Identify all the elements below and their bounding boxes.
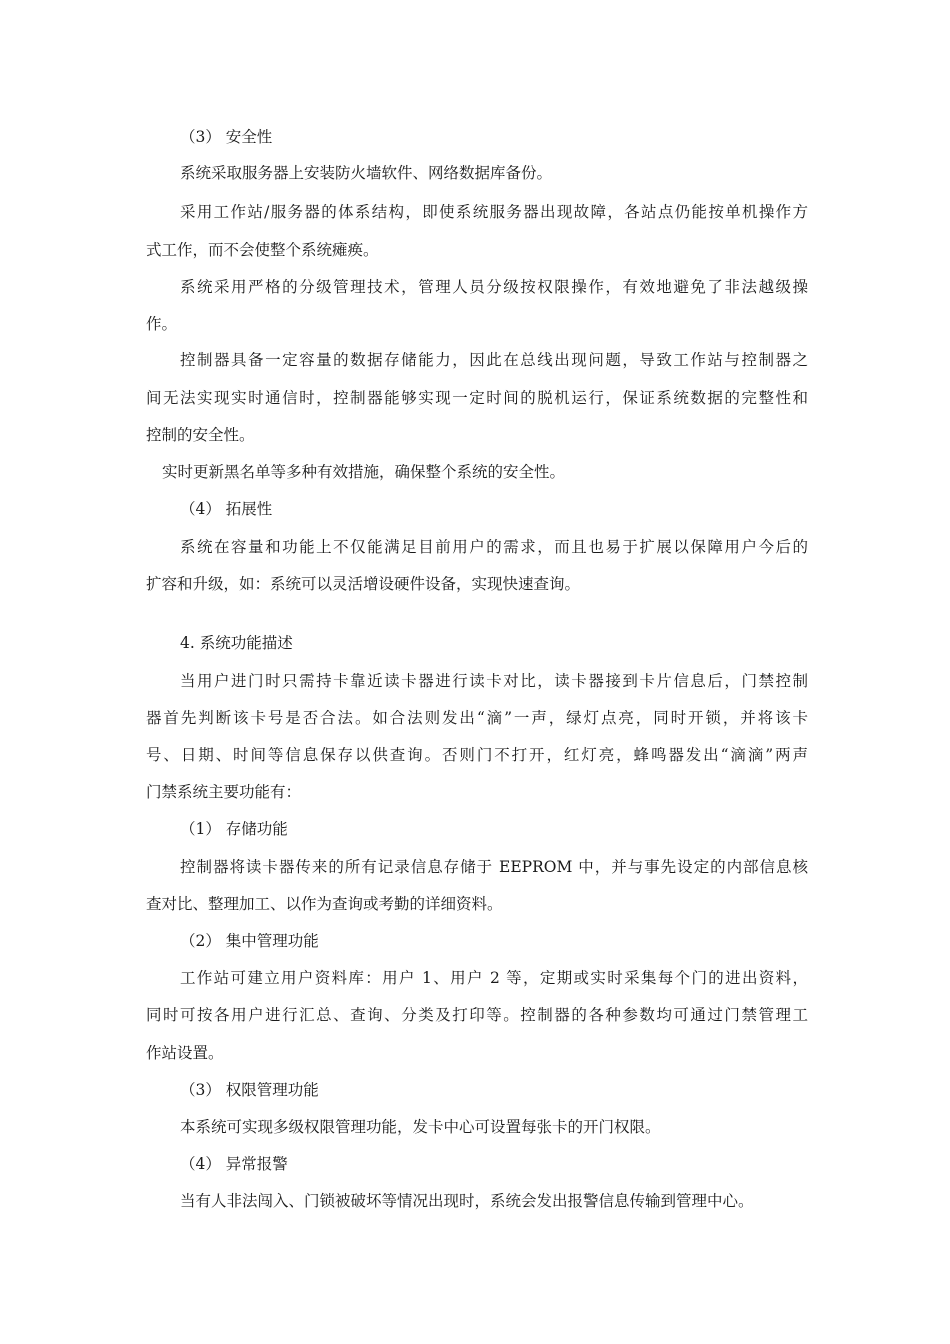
function-heading-centralized-management: （2） 集中管理功能 (180, 932, 319, 950)
paragraph-line: 实时更新黑名单等多种有效措施，确保整个系统的安全性。 (162, 463, 566, 481)
section-heading-security: （3） 安全性 (180, 128, 273, 146)
paragraph-line: 器首先判断该卡号是否合法。如合法则发出“滴”一声，绿灯点亮，同时开锁，并将该卡 (146, 709, 808, 727)
paragraph-line: 控制的安全性。 (146, 426, 255, 444)
paragraph-line: 系统采取服务器上安装防火墙软件、网络数据库备份。 (180, 164, 553, 182)
paragraph-line: 系统在容量和功能上不仅能满足目前用户的需求，而且也易于扩展以保障用户今后的 (180, 538, 808, 556)
chapter-heading-function-description: 4. 系统功能描述 (180, 634, 293, 652)
paragraph-line: 当有人非法闯入、门锁被破坏等情况出现时，系统会发出报警信息传输到管理中心。 (180, 1192, 754, 1210)
paragraph-line: 工作站可建立用户资料库：用户 1、用户 2 等，定期或实时采集每个门的进出资料， (180, 969, 808, 987)
paragraph-line: 式工作，而不会使整个系统瘫痪。 (146, 241, 379, 259)
paragraph-line: 控制器将读卡器传来的所有记录信息存储于 EEPROM 中，并与事先设定的内部信息核 (180, 858, 808, 876)
paragraph-line: 当用户进门时只需持卡靠近读卡器进行读卡对比，读卡器接到卡片信息后，门禁控制 (180, 672, 808, 690)
paragraph-line: 本系统可实现多级权限管理功能，发卡中心可设置每张卡的开门权限。 (180, 1118, 661, 1136)
section-heading-extensibility: （4） 拓展性 (180, 500, 273, 518)
paragraph-line: 作。 (146, 315, 178, 333)
paragraph-line: 间无法实现实时通信时，控制器能够实现一定时间的脱机运行，保证系统数据的完整性和 (146, 389, 808, 407)
paragraph-line: 号、日期、时间等信息保存以供查询。否则门不打开，红灯亮，蜂鸣器发出“滴滴”两声 (146, 746, 808, 764)
paragraph-line: 查对比、整理加工、以作为查询或考勤的详细资料。 (146, 895, 503, 913)
function-heading-alarm: （4） 异常报警 (180, 1155, 288, 1173)
paragraph-line: 扩容和升级，如：系统可以灵活增设硬件设备，实现快速查询。 (146, 575, 581, 593)
paragraph-line: 同时可按各用户进行汇总、查询、分类及打印等。控制器的各种参数均可通过门禁管理工 (146, 1006, 808, 1024)
paragraph-line: 采用工作站/服务器的体系结构，即使系统服务器出现故障，各站点仍能按单机操作方 (180, 203, 808, 221)
paragraph-line: 系统采用严格的分级管理技术，管理人员分级按权限操作，有效地避免了非法越级操 (180, 278, 808, 296)
paragraph-line: 门禁系统主要功能有： (146, 783, 302, 801)
paragraph-line: 控制器具备一定容量的数据存储能力，因此在总线出现问题，导致工作站与控制器之 (180, 351, 808, 369)
function-heading-storage: （1） 存储功能 (180, 820, 288, 838)
paragraph-line: 作站设置。 (146, 1044, 224, 1062)
function-heading-permission-management: （3） 权限管理功能 (180, 1081, 319, 1099)
